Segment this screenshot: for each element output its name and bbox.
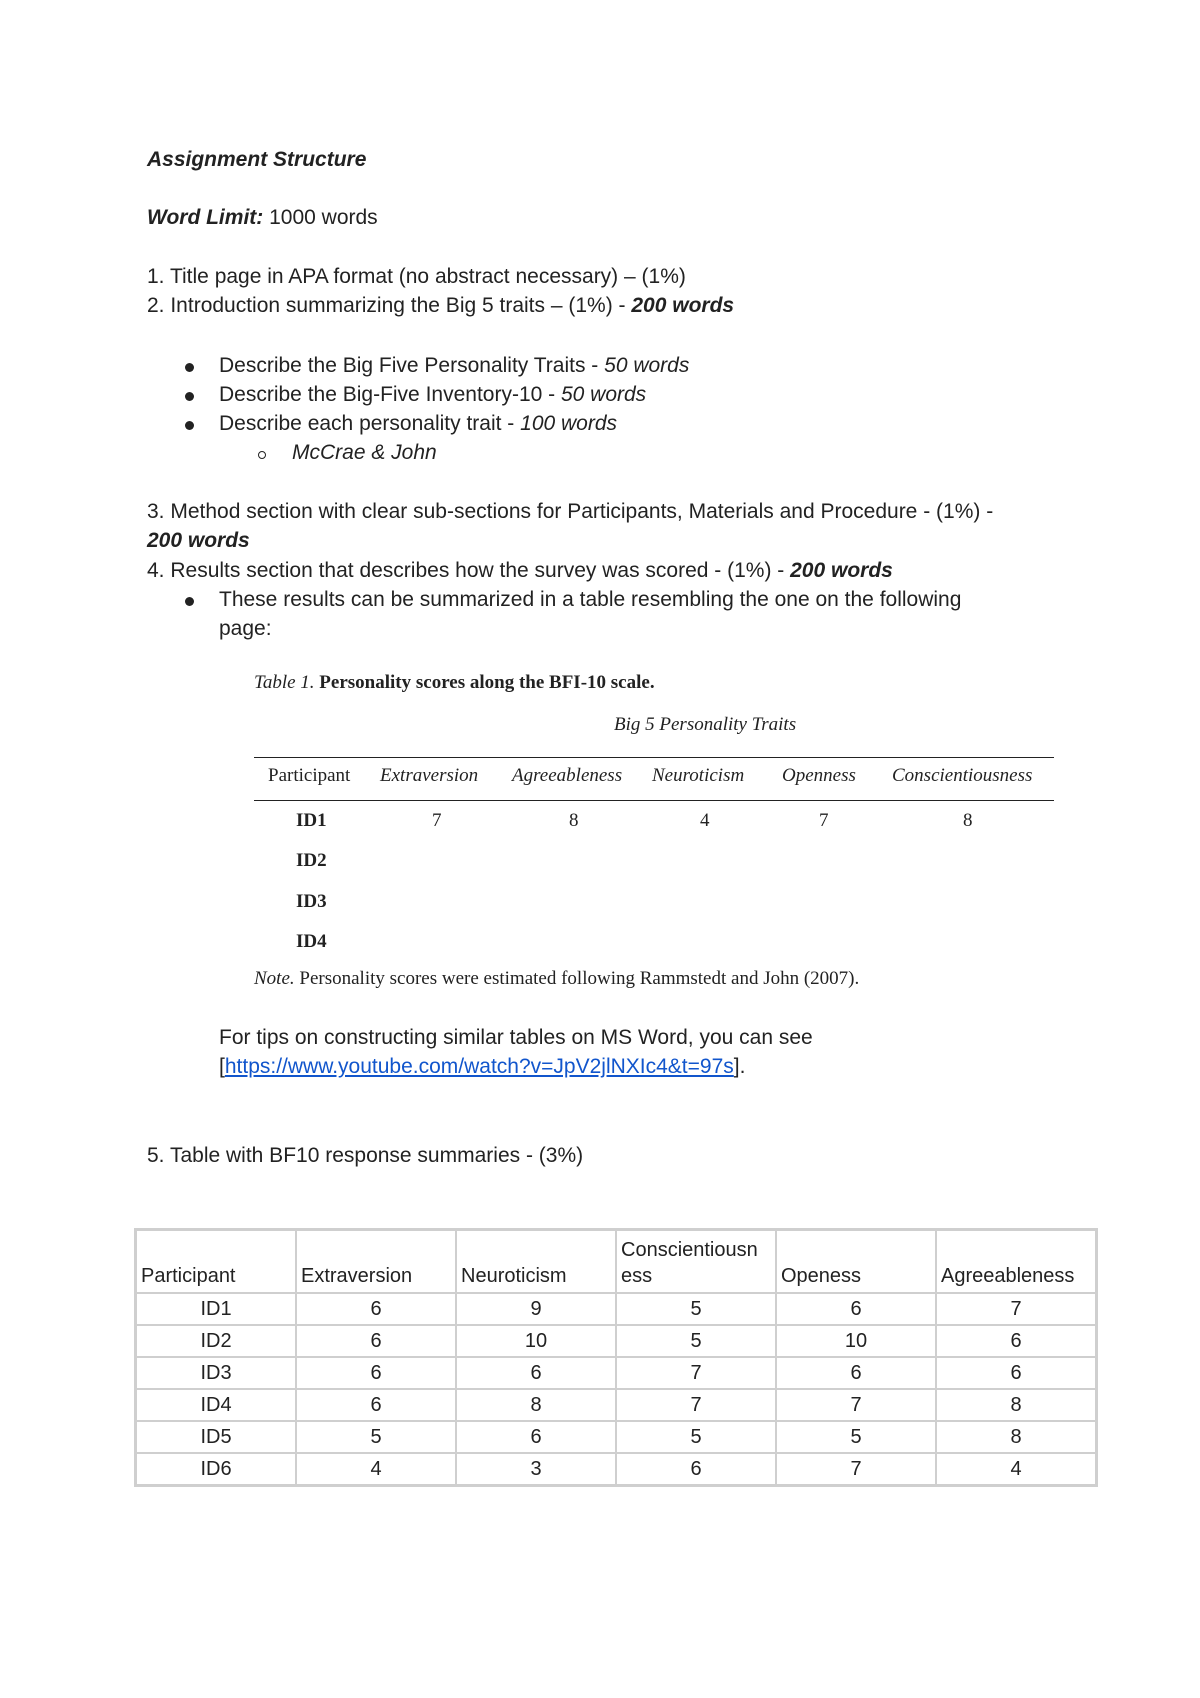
bullet-text: Describe each personality trait -: [219, 412, 521, 435]
cell: 4: [296, 1453, 456, 1486]
table-row: [136, 1421, 1097, 1453]
bullet-words: 50 words: [604, 354, 690, 377]
item-4-words: 200 words: [790, 559, 893, 582]
apa-row-id: ID2: [296, 850, 327, 871]
apa-caption-text: Personality scores along the BFI-10 scale.: [314, 672, 655, 693]
table-row: [136, 1453, 1097, 1486]
table-row: [136, 1293, 1097, 1325]
cell: 9: [456, 1293, 616, 1325]
apa-cell: 8: [963, 810, 973, 831]
apa-header-extraversion: Extraversion: [380, 765, 479, 786]
item-4-bullet-line1: These results can be summarized in a table resembling the one on the following: [219, 588, 962, 611]
item-2-words: 200 words: [631, 294, 735, 317]
tips-bracket-open: [: [219, 1055, 225, 1078]
item-3-words: 200 words: [147, 529, 250, 552]
apa-row-id: ID4: [296, 931, 327, 952]
apa-row-id: ID1: [296, 810, 327, 831]
bullet-icon: [185, 363, 194, 372]
apa-note-text: Personality scores were estimated following Rammstedt and John (2007).: [294, 968, 860, 989]
bullet-icon: [185, 392, 194, 401]
cell: 5: [616, 1421, 776, 1453]
cell: 10: [776, 1325, 936, 1357]
cell: 7: [616, 1357, 776, 1389]
word-limit: [147, 203, 378, 232]
cell: 8: [936, 1421, 1097, 1453]
cell: 6: [296, 1389, 456, 1421]
header-conscientiousness: Conscientiousn ess: [616, 1230, 776, 1294]
cell: ID5: [136, 1421, 297, 1453]
item-5: 5. Table with BF10 response summaries - (3%): [147, 1144, 584, 1167]
apa-table-caption: [254, 672, 655, 694]
apa-header-conscientiousness: Conscientiousness: [892, 765, 1033, 786]
tips-bracket-close: ].: [733, 1055, 746, 1078]
header-openess: Openess: [776, 1230, 936, 1294]
apa-row-id: ID3: [296, 891, 327, 912]
cell: 6: [776, 1357, 936, 1389]
item-4: [147, 556, 893, 585]
cell: 4: [936, 1453, 1097, 1486]
bullet-item: [219, 351, 689, 380]
item-2-text: 2. Introduction summarizing the Big 5 traits – (1%) -: [147, 294, 632, 317]
cell: 6: [776, 1293, 936, 1325]
cell: ID1: [136, 1293, 297, 1325]
item-4-bullet-line2: page:: [219, 617, 272, 640]
word-limit-value: 1000 words: [263, 206, 378, 229]
apa-top-rule: [254, 757, 1054, 758]
apa-table-note: [254, 968, 859, 990]
cell: 5: [616, 1325, 776, 1357]
cell: 7: [936, 1293, 1097, 1325]
cell: 6: [296, 1293, 456, 1325]
item-1: 1. Title page in APA format (no abstract necessary) – (1%): [147, 265, 686, 288]
cell: ID4: [136, 1389, 297, 1421]
bullet-text: Describe the Big Five Personality Traits -: [219, 354, 605, 377]
table-row: [136, 1325, 1097, 1357]
table-header-row: [136, 1230, 1097, 1294]
bullet-item: [219, 409, 617, 438]
bullet-words: 100 words: [520, 412, 618, 435]
apa-header-agreeableness: Agreeableness: [512, 765, 623, 786]
apa-header-rule: [254, 800, 1054, 801]
cell: 7: [616, 1389, 776, 1421]
cell: 6: [936, 1325, 1097, 1357]
header-participant: Participant: [136, 1230, 297, 1294]
item-4-text: 4. Results section that describes how the survey was scored - (1%) -: [147, 559, 791, 582]
sub-bullet-item: McCrae & John: [292, 441, 437, 464]
cell: 3: [456, 1453, 616, 1486]
bullet-words: 50 words: [560, 383, 647, 406]
cell: 7: [776, 1389, 936, 1421]
apa-header-participant: Participant: [268, 765, 351, 786]
cell: ID6: [136, 1453, 297, 1486]
apa-header-neuroticism: Neuroticism: [652, 765, 745, 786]
apa-spanner-heading: Big 5 Personality Traits: [614, 714, 797, 735]
cell: 5: [296, 1421, 456, 1453]
bullet-icon: [185, 421, 194, 430]
cell: 6: [456, 1421, 616, 1453]
cell: 6: [616, 1453, 776, 1486]
header-agreeableness: Agreeableness: [936, 1230, 1097, 1294]
cell: 6: [936, 1357, 1097, 1389]
cell: ID3: [136, 1357, 297, 1389]
item-2: [147, 291, 734, 320]
word-limit-label: Word Limit:: [147, 206, 264, 229]
apa-cell: 8: [569, 810, 579, 831]
cell: ID2: [136, 1325, 297, 1357]
bullet-text: Describe the Big-Five Inventory-10 -: [219, 383, 561, 406]
apa-caption-label: Table 1.: [254, 672, 315, 693]
cell: 8: [936, 1389, 1097, 1421]
tips-line: For tips on constructing similar tables on MS Word, you can see: [219, 1026, 813, 1049]
header-extraversion: Extraversion: [296, 1230, 456, 1294]
cell: 6: [296, 1325, 456, 1357]
youtube-link[interactable]: https://www.youtube.com/watch?v=JpV2jlNXIc4&t=97s: [224, 1055, 734, 1078]
assignment-heading: Assignment Structure: [147, 148, 367, 171]
cell: 6: [296, 1357, 456, 1389]
table-row: [136, 1357, 1097, 1389]
table-row: [136, 1389, 1097, 1421]
item-3: 3. Method section with clear sub-sections for Participants, Materials and Procedure - (1%) -: [147, 500, 994, 523]
apa-header-openness: Openness: [782, 765, 856, 786]
cell: 8: [456, 1389, 616, 1421]
cell: 5: [776, 1421, 936, 1453]
apa-cell: 4: [700, 810, 710, 831]
apa-cell: 7: [819, 810, 829, 831]
cell: 6: [456, 1357, 616, 1389]
sub-bullet-icon: [258, 451, 266, 459]
cell: 5: [616, 1293, 776, 1325]
cell: 10: [456, 1325, 616, 1357]
tips-link-line: [219, 1052, 745, 1081]
cell: 7: [776, 1453, 936, 1486]
header-neuroticism: Neuroticism: [456, 1230, 616, 1294]
bullet-icon: [185, 597, 194, 606]
response-summary-table: [134, 1228, 1098, 1487]
bullet-item: [219, 380, 646, 409]
apa-note-label: Note.: [254, 968, 295, 989]
apa-cell: 7: [432, 810, 442, 831]
